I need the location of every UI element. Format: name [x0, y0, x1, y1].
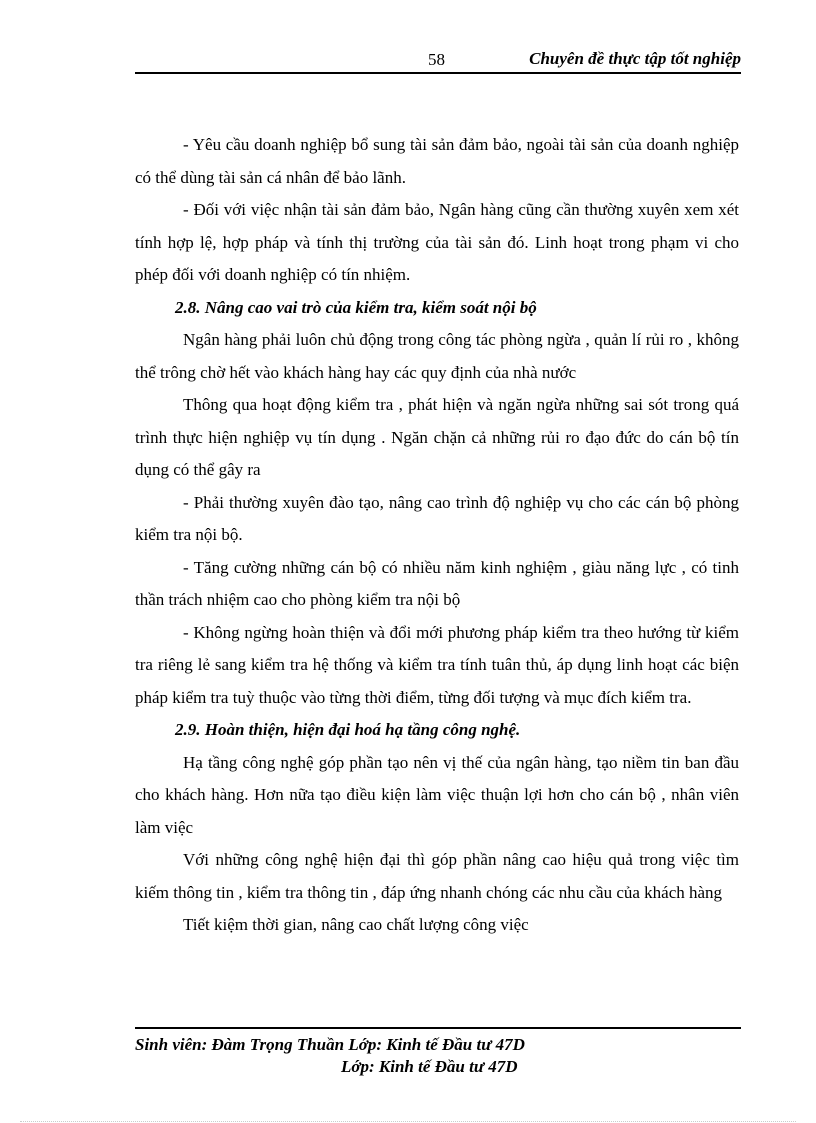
paragraph: - Tăng cường những cán bộ có nhiều năm kinh nghiệm , giàu năng lực , có tinh thần trách nhiệm cao cho phòng kiểm tra nội bộ — [135, 557, 739, 609]
paragraph: Với những công nghệ hiện đại thì góp phần nâng cao hiệu quả trong việc tìm kiếm thông tin , kiểm tra thông tin , đáp ứng nhanh chóng các nhu cầu của khách hàng — [135, 850, 739, 902]
page-header — [135, 46, 741, 74]
paragraph: - Yêu cầu doanh nghiệp bổ sung tài sản đảm bảo, ngoài tài sản của doanh nghiệp có thể dùng tài sản cá nhân để bảo lãnh. — [135, 135, 739, 187]
section-heading-2-8: 2.8. Nâng cao vai trò của kiểm tra, kiểm soát nội bộ — [175, 297, 537, 317]
paragraph: Thông qua hoạt động kiểm tra , phát hiện và ngăn ngừa những sai sót trong quá trình thực hiện nghiệp vụ tín dụng . Ngăn chặn cả những rủi ro đạo đức do cán bộ tín dụng có thể gây ra — [135, 395, 739, 479]
paragraph: - Không ngừng hoàn thiện và đổi mới phương pháp kiểm tra theo hướng từ kiểm tra riêng lẻ sang kiểm tra hệ thống và kiểm tra tính tuân thủ, áp dụng linh hoạt các biện pháp kiểm tra tuỳ thuộc vào từng thời điểm, từng đối tượng và mục đích kiểm tra. — [135, 622, 739, 707]
page-edge-divider — [20, 1121, 796, 1122]
document-body — [135, 129, 739, 942]
paragraph: - Đối với việc nhận tài sản đảm bảo, Ngân hàng cũng cần thường xuyên xem xét tính hợp lệ, hợp pháp và tính thị trường của tài sản đó. Linh hoạt trong phạm vi cho phép đối với doanh nghiệp có tín nhiệm. — [135, 200, 739, 284]
paragraph: Tiết kiệm thời gian, nâng cao chất lượng công việc — [183, 915, 529, 934]
footer-class-line: Lớp: Kinh tế Đầu tư 47D — [341, 1057, 518, 1076]
page-footer — [135, 1027, 741, 1076]
page-number: 58 — [428, 50, 445, 69]
paragraph: - Phải thường xuyên đào tạo, nâng cao trình độ nghiệp vụ cho các cán bộ phòng kiểm tra nội bộ. — [135, 492, 739, 544]
paragraph: Hạ tầng công nghệ góp phần tạo nên vị thế của ngân hàng, tạo niềm tin ban đầu cho khách hàng. Hơn nữa tạo điều kiện làm việc thuận lợi hơn cho cán bộ , nhân viên làm việc — [135, 752, 739, 837]
footer-student-line: Sinh viên: Đàm Trọng Thuần Lớp: Kinh tế Đầu tư 47D — [135, 1035, 525, 1054]
paragraph: Ngân hàng phải luôn chủ động trong công tác phòng ngừa , quản lí rủi ro , không thể trông chờ hết vào khách hàng hay các quy định của nhà nước — [135, 330, 739, 382]
section-heading-2-9: 2.9. Hoàn thiện, hiện đại hoá hạ tầng công nghệ. — [175, 720, 521, 739]
header-title: Chuyên đề thực tập tốt nghiệp — [529, 49, 741, 68]
